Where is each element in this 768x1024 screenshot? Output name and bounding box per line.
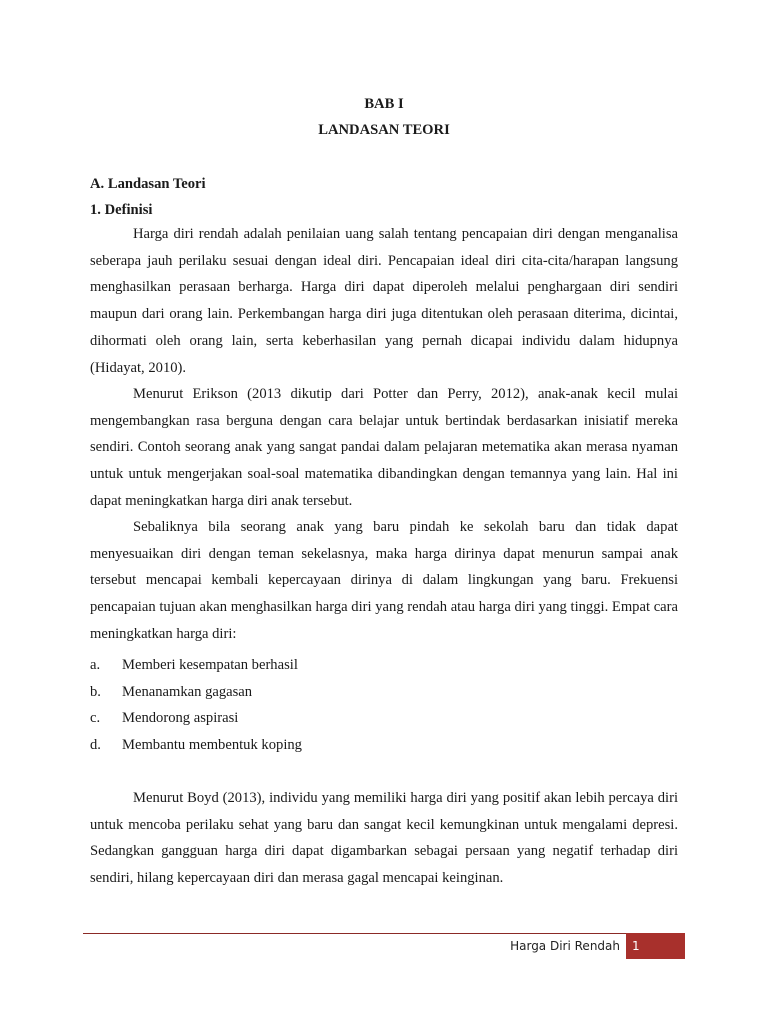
footer-document-title: Harga Diri Rendah — [510, 939, 620, 953]
list-item-text: Mendorong aspirasi — [122, 710, 239, 726]
list-marker: c. — [90, 710, 101, 726]
chapter-title: LANDASAN TEORI — [318, 122, 450, 138]
section-heading: A. Landasan Teori — [90, 176, 206, 192]
paragraph-definition: Harga diri rendah adalah penilaian uang salah tentang pencapaian diri dengan menganalisa seberapa jauh perilaku sesuai dengan ideal diri. Pencapaian ideal diri cita-cita/harapan langsung menghasilkan perasaan berharga. Harga diri dapat diperoleh melalui penghargaan diri sendiri maupun dari orang lain. Perkembangan harga diri juga ditentukan oleh perasaan diterima, dicintai, dihormati oleh orang lain, serta keberhasilan yang pernah dicapai individu dalam hidupnya (Hidayat, 2010). — [90, 226, 678, 376]
page-number: 1 — [626, 933, 685, 959]
list-marker: b. — [90, 683, 101, 700]
list-item-text: Membantu membentuk koping — [122, 736, 302, 753]
paragraph-erikson: Menurut Erikson (2013 dikutip dari Potter dan Perry, 2012), anak-anak kecil mulai mengembangkan rasa berguna dengan cara belajar untuk bertindak berdasarkan inisiatif mereka sendiri. Contoh seorang anak yang sangat pandai dalam pelajaran metematika akan merasa nyaman untuk untuk mengerjakan soal-soal matematika dibandingkan dengan temannya yang lain. Hal ini dapat meningkatkan harga diri anak tersebut. — [90, 386, 678, 509]
list-item-text: Menanamkan gagasan — [122, 683, 253, 700]
list-item — [90, 735, 302, 762]
chapter-label: BAB I — [364, 96, 404, 112]
paragraph-boyd: Menurut Boyd (2013), individu yang memiliki harga diri yang positif akan lebih percaya diri untuk mencoba perilaku sehat yang baru dan sangat kecil kemungkinan untuk mengalami depresi. Sedangkan gangguan harga diri dapat digambarkan sebagai persaan yang negatif terhadap diri sendiri, hilang kepercayaan diri dan merasa gagal mencapai keinginan. — [90, 790, 678, 887]
paragraph-self-esteem-ways: Sebaliknya bila seorang anak yang baru pindah ke sekolah baru dan tidak dapat menyesuaikan diri dengan teman sekelasnya, maka harga dirinya dapat menurun sampai anak tersebut mencapai kembali kepercayaan dirinya di dalam lingkungan yang baru. Frekuensi pencapaian tujuan akan menghasilkan harga diri yang rendah atau harga diri yang tinggi. Empat cara meningkatkan harga diri: — [90, 519, 678, 642]
footer-divider — [83, 933, 685, 934]
subsection-heading: 1. Definisi — [90, 202, 153, 218]
list-marker: a. — [90, 657, 101, 673]
list-item-text: Memberi kesempatan berhasil — [122, 657, 298, 673]
self-esteem-list — [90, 655, 302, 761]
list-item — [90, 682, 302, 709]
list-item — [90, 655, 302, 682]
list-item — [90, 708, 302, 735]
list-marker: d. — [90, 736, 101, 753]
